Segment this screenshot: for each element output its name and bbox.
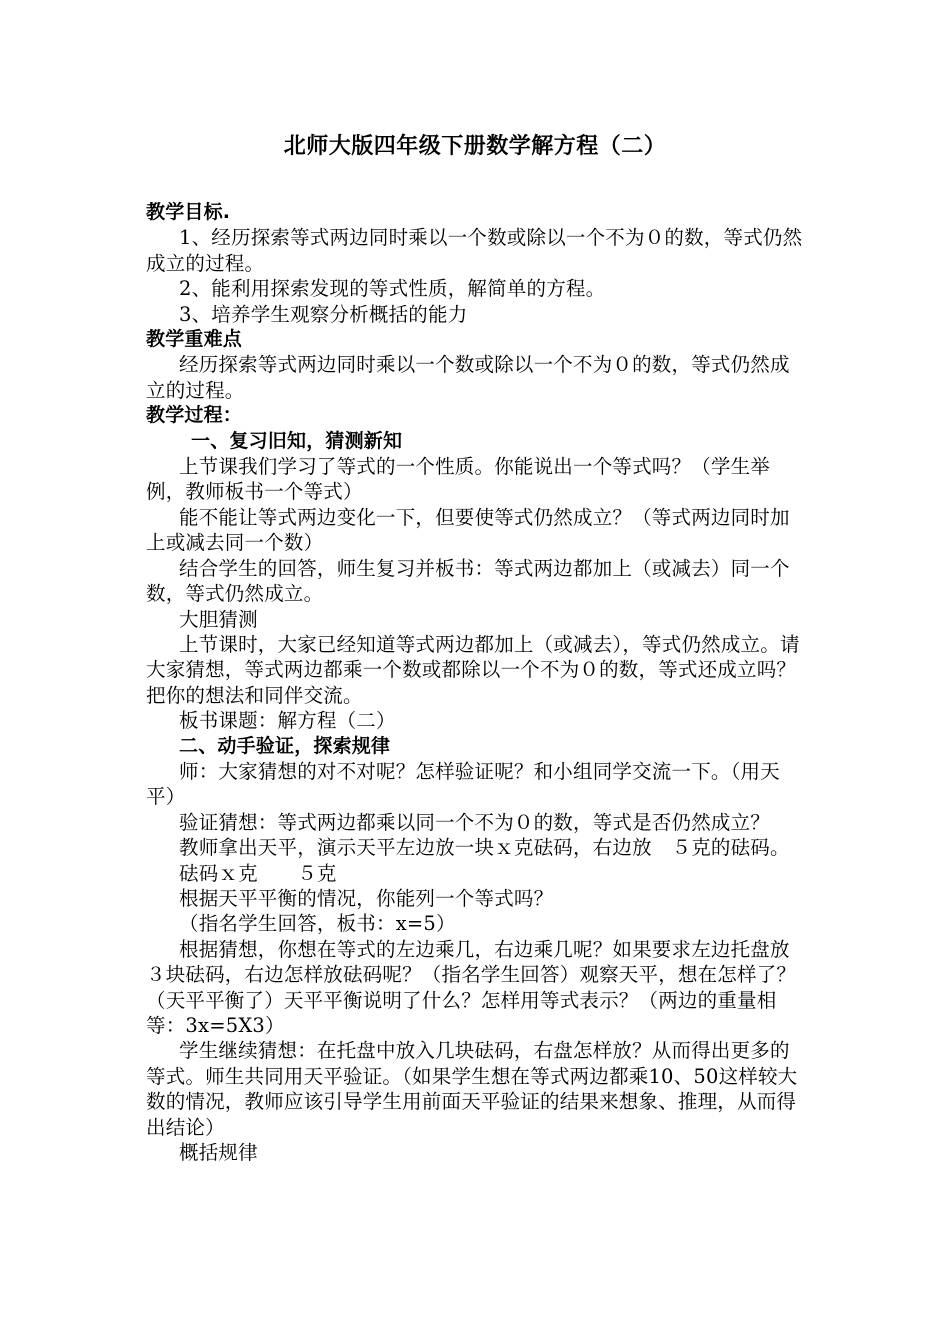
paragraph: 教师拿出天平，演示天平左边放一块ｘ克砝码，右边放 ５克的砝码。 (179, 836, 790, 860)
paragraph: 砝码ｘ克 ５克 (179, 861, 337, 885)
key-points-heading: 教学重难点 (146, 328, 243, 351)
goals-heading: 教学目标. (146, 201, 231, 223)
goal-item: 3、培养学生观察分析概括的能力 (179, 302, 468, 326)
paragraph: 能不能让等式两边变化一下，但要使等式仍然成立？（等式两边同时加上或减去同一个数） (146, 505, 790, 555)
key-points-text: 经历探索等式两边同时乘以一个数或除以一个不为０的数，等式仍然成立的过程。 (146, 353, 790, 402)
process-heading: 教学过程： (146, 404, 243, 427)
paragraph: 大胆猜测 (179, 607, 258, 631)
paragraph: 根据猜想，你想在等式的左边乘几，右边乘几呢？如果要求左边托盘放３块砝码，右边怎样放砝码呢？（指名学生回答）观察天平，想在怎样了？（天平平衡了）天平平衡说明了什么？怎样用等式表示？（两边的重量相等：3x=5X3） (146, 937, 797, 1037)
goal-item: 1、经历探索等式两边同时乘以一个数或除以一个不为０的数，等式仍然成立的过程。 (146, 226, 803, 275)
paragraph: 概括规律 (179, 1141, 258, 1165)
paragraph: 结合学生的回答，师生复习并板书：等式两边都加上（或减去）同一个数，等式仍然成立。 (146, 556, 790, 606)
paragraph: 板书课题：解方程（二） (179, 709, 396, 733)
paragraph: 师：大家猜想的对不对呢？怎样验证呢？和小组同学交流一下。（用天平） (146, 759, 780, 809)
part2-heading: 二、动手验证，探索规律 (179, 734, 391, 757)
document-body (146, 200, 806, 1165)
part1-heading: 一、复习旧知，猜测新知 (191, 429, 403, 452)
goal-item: 2、能利用探索发现的等式性质，解简单的方程。 (179, 277, 606, 301)
paragraph: 验证猜想：等式两边都乘以同一个不为０的数，等式是否仍然成立？ (179, 810, 771, 834)
paragraph: 上节课我们学习了等式的一个性质。你能说出一个等式吗？（学生举例，教师板书一个等式） (146, 455, 771, 504)
paragraph: 学生继续猜想：在托盘中放入几块砝码，右盘怎样放？从而得出更多的等式。师生共同用天平验证。（如果学生想在等式两边都乘10、50这样较大数的情况，教师应该引导学生用前面天平验证的结果来想象、推理，从而得出结论） (146, 1039, 798, 1139)
paragraph: （指名学生回答，板书：x=5） (179, 912, 456, 936)
paragraph: 上节课时，大家已经知道等式两边都加上（或减去），等式仍然成立。请大家猜想，等式两边都乘一个数或都除以一个不为０的数，等式还成立吗？把你的想法和同伴交流。 (146, 632, 800, 707)
paragraph: 根据天平平衡的情况，你能列一个等式吗？ (179, 886, 554, 910)
document-title: 北师大版四年级下册数学解方程（二） (283, 134, 667, 159)
